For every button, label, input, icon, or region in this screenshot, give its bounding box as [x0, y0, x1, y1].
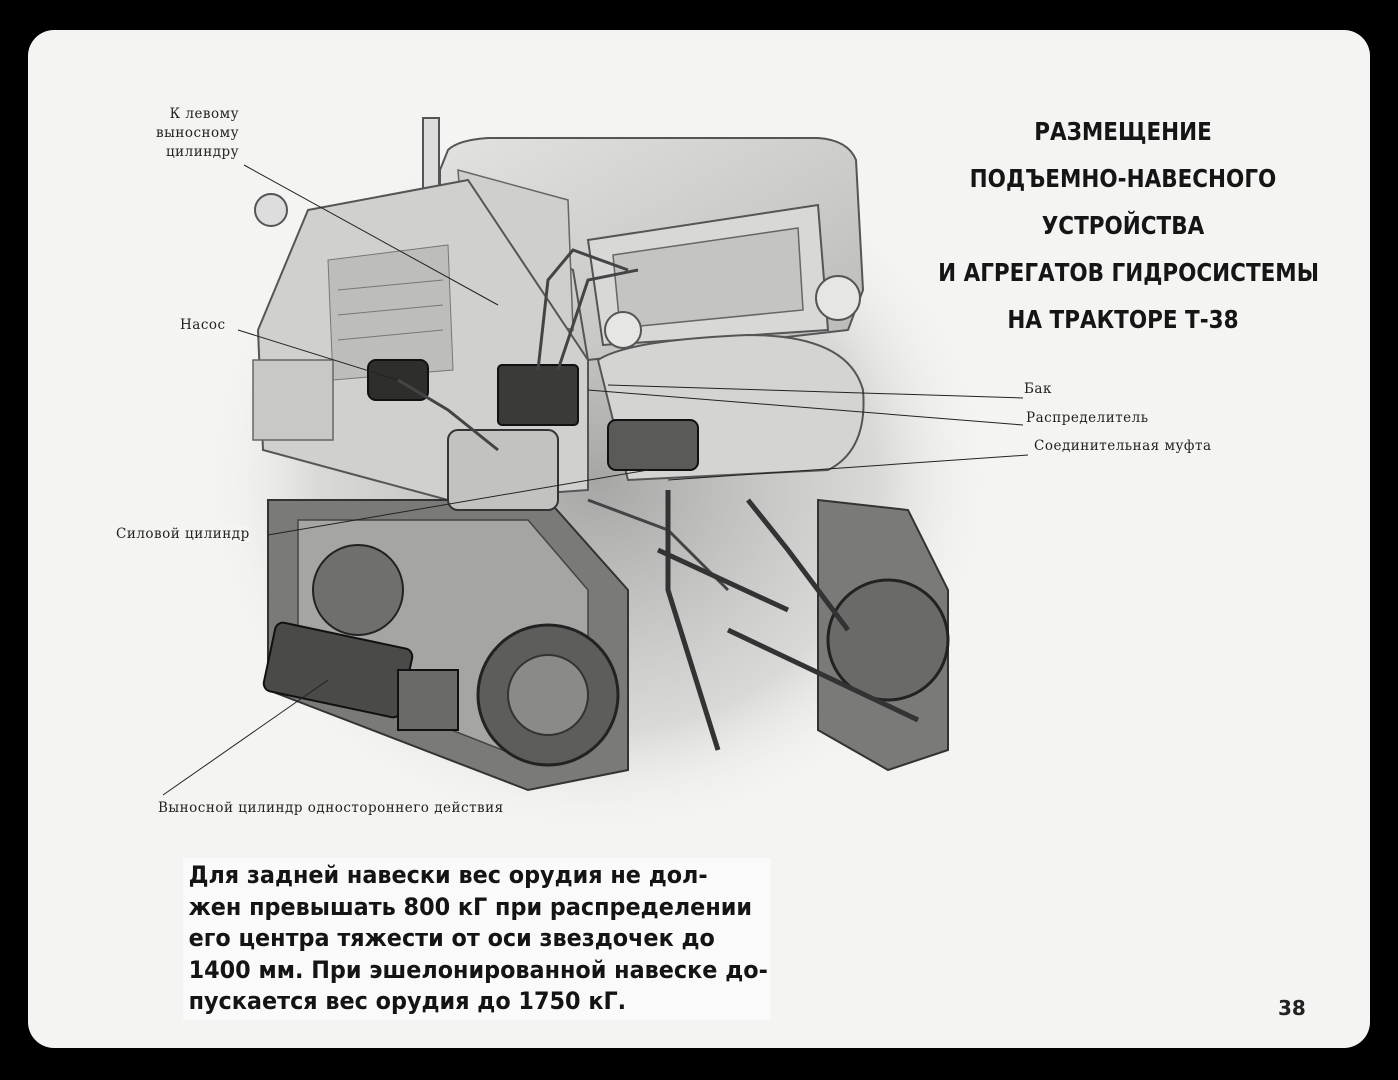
note-line: жен превышать 800 кГ при распределении: [188, 892, 753, 921]
label-power-cylinder: Силовой цилиндр: [116, 526, 250, 542]
power-cylinder-shape: [448, 430, 558, 510]
coupling-shape: [608, 420, 698, 470]
slide-frame: [28, 30, 1370, 1048]
label-left-cylinder: К левому выносному цилиндру: [156, 106, 240, 160]
weight-note: [183, 858, 771, 1020]
label-distributor: Распределитель: [1026, 410, 1149, 426]
slide-title: [938, 108, 1319, 343]
headlight: [255, 194, 287, 226]
label-coupling: Соединительная муфта: [1034, 438, 1212, 454]
title-line: УСТРОЙСТВА: [1041, 211, 1205, 240]
label-remote-cylinder: Выносной цилиндр одностороннего действия: [158, 800, 504, 816]
title-line: РАЗМЕЩЕНИЕ: [1034, 117, 1212, 146]
title-line: НА ТРАКТОРЕ Т-38: [1007, 305, 1239, 334]
note-line: Для задней навески вес орудия не дол-: [188, 861, 708, 889]
label-pump: Насос: [180, 317, 226, 333]
note-line: его центра тяжести от оси звездочек до: [188, 924, 715, 952]
label-tank: Бак: [1024, 381, 1052, 397]
title-line: ПОДЪЕМНО-НАВЕСНОГО: [969, 164, 1277, 193]
title-line: И АГРЕГАТОВ ГИДРОСИСТЕМЫ: [938, 258, 1319, 287]
page-number: 38: [1278, 996, 1306, 1020]
note-line: пускается вес орудия до 1750 кГ.: [188, 987, 627, 1015]
note-line: 1400 мм. При эшелонированной навеске до-: [188, 955, 768, 984]
distributor-shape: [498, 365, 578, 425]
